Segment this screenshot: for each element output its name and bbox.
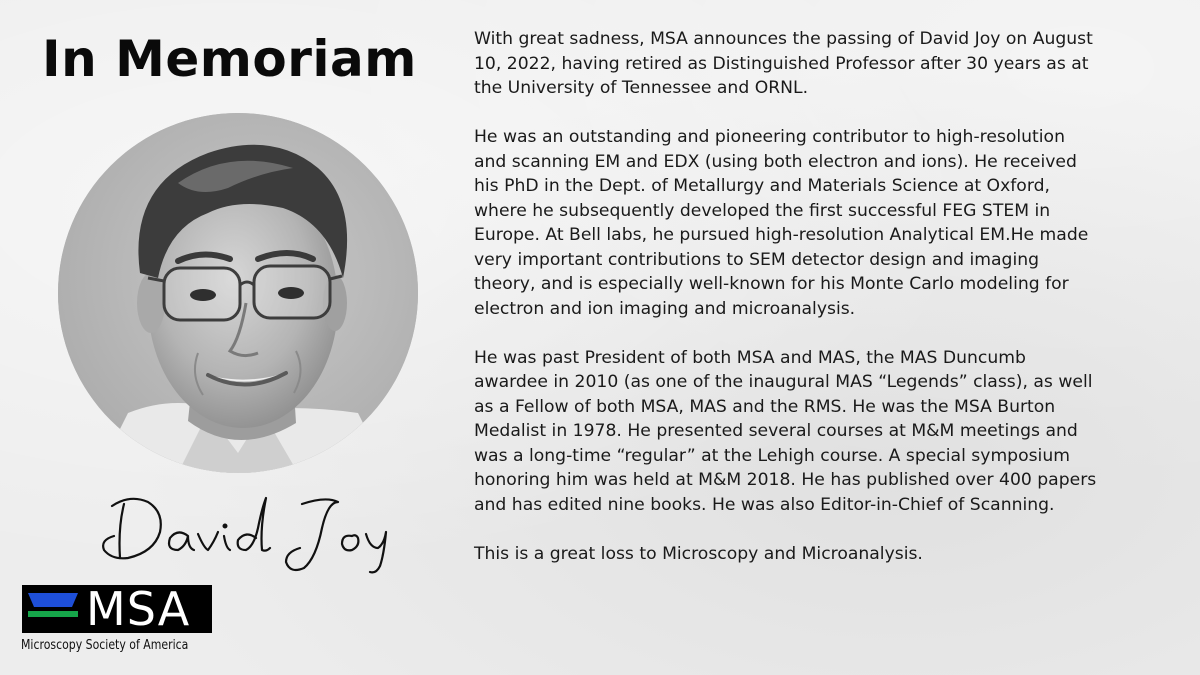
portrait-illustration	[58, 113, 418, 473]
logo-letters: MSA	[86, 586, 191, 632]
paragraph-announcement: With great sadness, MSA announces the passing of David Joy on August 10, 2022, having retired as Distinguished Professor after 30 years as at the University of Tennessee and ORNL.	[474, 29, 1093, 98]
signature-script	[90, 488, 410, 574]
microscope-stage-icon	[22, 585, 84, 633]
memorial-text	[474, 27, 1186, 566]
logo-caption: Microscopy Society of America	[21, 637, 189, 653]
portrait-photo	[58, 113, 418, 473]
msa-logo	[20, 583, 220, 659]
page-title: In Memoriam	[42, 30, 417, 88]
paragraph-closing: This is a great loss to Microscopy and Microanalysis.	[474, 543, 923, 564]
paragraph-honors: He was past President of both MSA and MAS, the MAS Duncumb awardee in 2010 (as one of the inaugural MAS “Legends” class), as well as a Fellow of both MSA, MAS and the RMS. He was the MSA Burton Medalist in 1978. He presented several courses at M&M meetings and was a long-time “regular” at the Lehigh course. A special symposium honoring him was held at M&M 2018. He has published over 400 papers and has edited nine books. He was also Editor-in-Chief of Scanning.	[474, 347, 1097, 515]
logo-mark	[22, 585, 212, 633]
paragraph-contributions: He was an outstanding and pioneering contributor to high-resolution and scanning EM and EDX (using both electron and ions). He received his PhD in the Dept. of Metallurgy and Materials Science at Oxford, where he subsequently developed the first successful FEG STEM in Europe. At Bell labs, he pursued high-resolution Analytical EM.He made very important contributions to SEM detector design and imaging theory, and is especially well-known for his Monte Carlo modeling for electron and ion imaging and microanalysis.	[474, 127, 1089, 319]
